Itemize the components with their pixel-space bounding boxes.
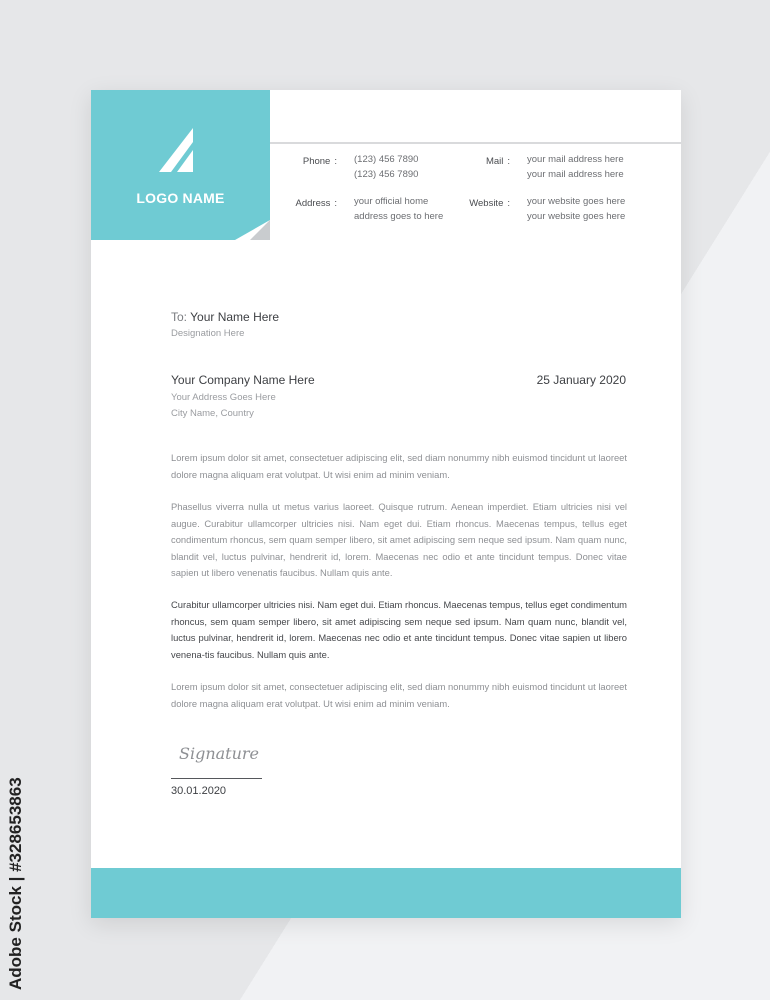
body-paragraph-2: Phasellus viverra nulla ut metus varius laoreet. Quisque rutrum. Aenean imperdiet. Etiam ultricies nisi vel augue. Curabitur ullamcorper ultricies nisi. Nam eget dui. Etiam rhoncus. Maecenas tempus, tellus eget condimentum rhoncus, sem quam semper libero, sit amet adipiscing sem neque sed ipsum. Nam quam nunc, blandit vel, luctus pulvinar, hendrerit id, lorem. Maecenas nec odio et ante tincidunt tempus. Donec vitae sapien ut libero venenatis faucibus. Nullam quis ante. xyxy=(171,501,627,578)
letter-date: 25 January 2020 xyxy=(536,373,626,387)
address-label: Address : xyxy=(295,198,337,209)
phone-label: Phone : xyxy=(302,156,337,167)
recipient-name: Your Name Here xyxy=(190,310,280,324)
sender-address-line-2: City Name, Country xyxy=(171,408,254,419)
sender-address-line-1: Your Address Goes Here xyxy=(171,392,276,403)
mail-label: Mail : xyxy=(485,156,510,167)
phone-line-2: (123) 456 7890 xyxy=(354,169,419,180)
website-value xyxy=(527,194,647,224)
logo-block xyxy=(91,90,270,240)
body-paragraph-4: Lorem ipsum dolor sit amet, consectetuer adipiscing elit, sed diam nonummy nibh euismod tincidunt ut laoreet dolore magna aliquam erat volutpat. Ut wisi enim ad minim veniam. xyxy=(171,681,627,709)
signature-date: 30.01.2020 xyxy=(171,785,227,797)
website-label: Website : xyxy=(469,198,510,209)
mail-line-1: your mail address here xyxy=(527,154,624,165)
mail-value xyxy=(527,152,647,182)
body-paragraph-1: Lorem ipsum dolor sit amet, consectetuer adipiscing elit, sed diam nonummy nibh euismod tincidunt ut laoreet dolore magna aliquam erat volutpat. Ut wisi enim ad minim veniam. xyxy=(171,452,627,480)
website-line-2: your website goes here xyxy=(527,211,626,222)
letterhead-page xyxy=(91,90,681,918)
recipient-name-line xyxy=(171,310,279,324)
company-name: Your Company Name Here xyxy=(171,373,315,387)
address-line-1: your official home xyxy=(354,196,429,207)
body-paragraph-3: Curabitur ullamcorper ultricies nisi. Nam eget dui. Etiam rhoncus. Maecenas tempus, tellus eget condimentum rhoncus, sem quam semper libero, sit amet adipiscing sem neque sed ipsum. Nam quam nunc, blandit vel, luctus pulvinar, hendrerit id, lorem. Maecenas nec odio et ante tincidunt tempus. Donec vitae sapien ut libero venena-tis faucibus. Nullam quis ante. xyxy=(171,599,627,660)
stock-credit: Adobe Stock | #328653863 xyxy=(6,777,25,990)
recipient-designation: Designation Here xyxy=(171,328,245,339)
logo-name: LOGO NAME xyxy=(136,190,225,206)
header-rule xyxy=(270,142,681,144)
signature-script: Signature xyxy=(179,744,260,763)
website-line-1: your website goes here xyxy=(527,196,626,207)
logo-slash-mark-icon xyxy=(159,128,205,172)
mail-line-2: your mail address here xyxy=(527,169,624,180)
to-label: To: xyxy=(171,310,188,324)
address-line-2: address goes to here xyxy=(354,211,444,222)
footer-bar xyxy=(91,868,681,918)
signature-line xyxy=(171,778,262,779)
phone-line-1: (123) 456 7890 xyxy=(354,154,419,165)
